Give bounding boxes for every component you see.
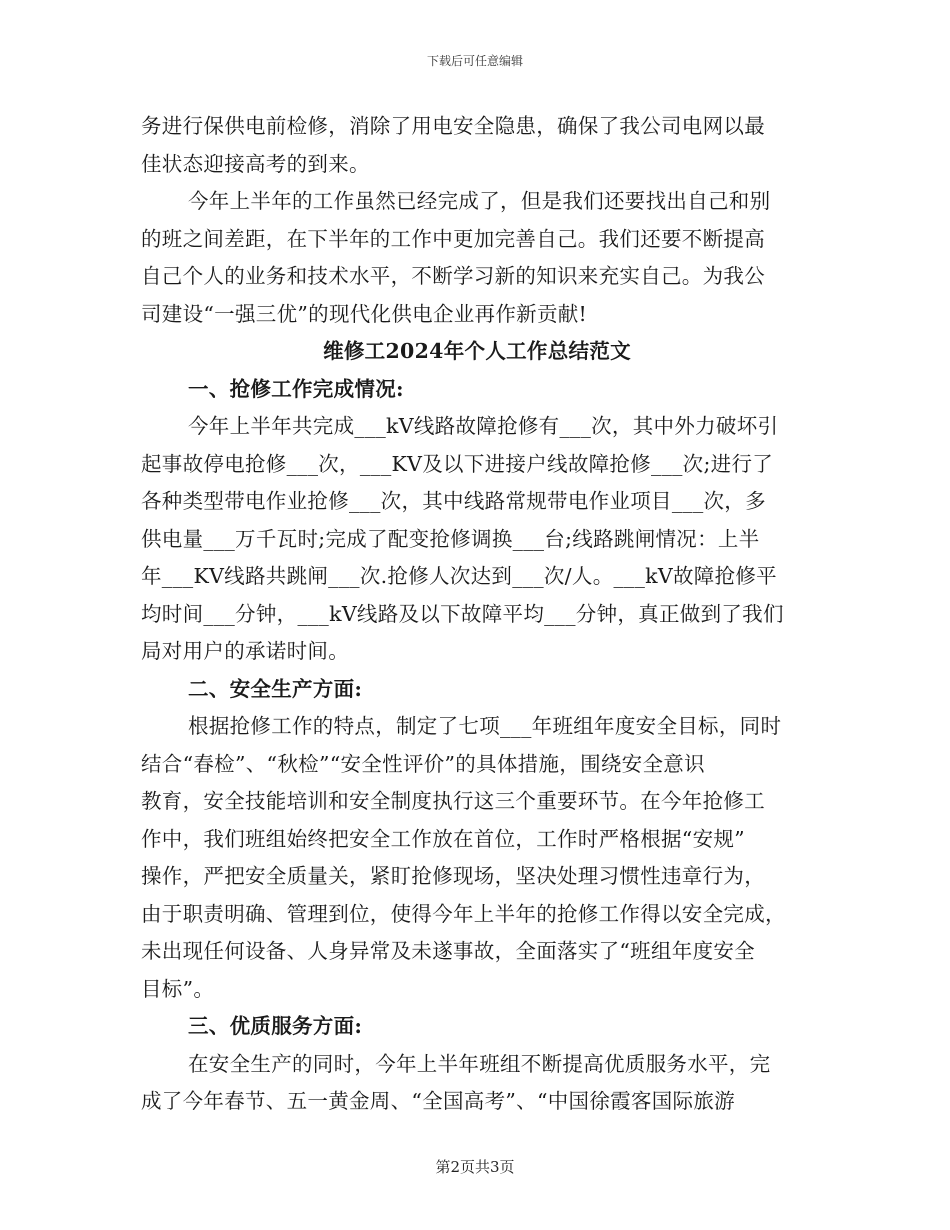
body-line: 结合“春检”、“秋检”“安全性评价”的具体措施，围绕安全意识 xyxy=(141,751,705,776)
body-line: 均时间___分钟，___kV线路及以下故障平均___分钟，真正做到了我们 xyxy=(141,601,784,626)
body-line: 各种类型带电作业抢修___次，其中线路常规带电作业项目___次，多 xyxy=(141,489,766,513)
section-heading: 二、安全生产方面: xyxy=(188,676,363,701)
body-line: 目标”。 xyxy=(141,976,215,1001)
page-footer: 第2页共3页 xyxy=(435,1158,515,1176)
body-line: 未出现任何设备、人身异常及未遂事故，全面落实了“班组年度安全 xyxy=(141,939,755,963)
section-heading: 一、抢修工作完成情况: xyxy=(188,376,404,401)
document-body xyxy=(141,108,813,1121)
body-line: 供电量___万千瓦时;完成了配变抢修调换___台;线路跳闸情况：上半 xyxy=(141,526,760,551)
body-line: 今年上半年的工作虽然已经完成了，但是我们还要找出自己和别 xyxy=(188,189,771,213)
body-line: 自己个人的业务和技术水平，不断学习新的知识来充实自己。为我公 xyxy=(141,264,765,288)
body-line: 作中，我们班组始终把安全工作放在首位，工作时严格根据“安规” xyxy=(141,826,745,851)
body-line: 今年上半年共完成___kV线路故障抢修有___次，其中外力破坏引 xyxy=(188,414,779,438)
body-line: 起事故停电抢修___次，___KV及以下进接户线故障抢修___次;进行了 xyxy=(141,451,774,476)
document-title: 维修工2024年个人工作总结范文 xyxy=(323,339,631,363)
page-header: 下载后可任意编辑 xyxy=(426,54,523,68)
body-line: 的班之间差距，在下半年的工作中更加完善自己。我们还要不断提高 xyxy=(141,226,765,251)
section-heading: 三、优质服务方面: xyxy=(188,1014,363,1038)
body-line: 由于职责明确、管理到位，使得今年上半年的抢修工作得以安全完成， xyxy=(141,901,786,926)
body-line: 局对用户的承诺时间。 xyxy=(141,639,349,663)
body-line: 年___KV线路共跳闸___次.抢修人次达到___次/人。___kV故障抢修平 xyxy=(141,564,777,588)
body-line: 成了今年春节、五一黄金周、“全国高考”、“中国徐霞客国际旅游 xyxy=(141,1089,735,1113)
body-line: 教育，安全技能培训和安全制度执行这三个重要环节。在今年抢修工 xyxy=(141,789,765,813)
body-line: 佳状态迎接高考的到来。 xyxy=(141,151,370,176)
body-line: 根据抢修工作的特点，制定了七项___年班组年度安全目标，同时 xyxy=(188,714,782,738)
body-line: 司建设“一强三优”的现代化供电企业再作新贡献! xyxy=(141,301,588,326)
body-line: 务进行保供电前检修，消除了用电安全隐患，确保了我公司电网以最 xyxy=(141,114,765,138)
body-line: 在安全生产的同时，今年上半年班组不断提高优质服务水平，完 xyxy=(188,1051,771,1076)
body-line: 操作，严把安全质量关，紧盯抢修现场，坚决处理习惯性违章行为， xyxy=(141,864,765,888)
